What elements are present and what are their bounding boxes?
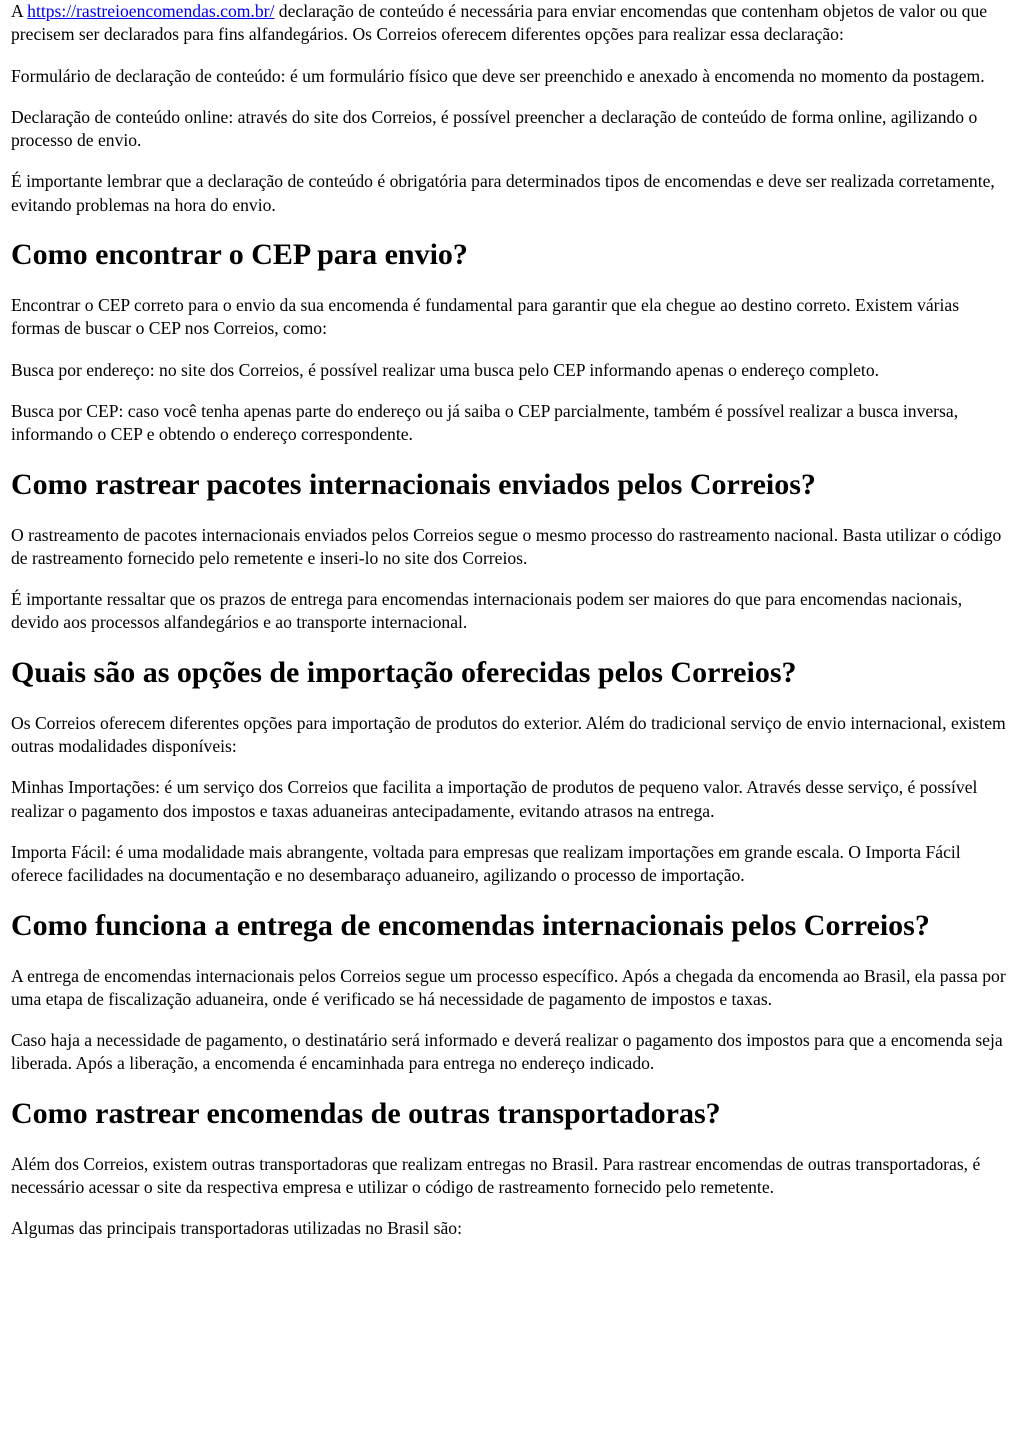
paragraph: Importa Fácil: é uma modalidade mais abrangente, voltada para empresas que realizam importações em grande escala. O Importa Fácil oferece facilidades na documentação e no desembaraço aduaneiro, agilizando o processo de importação. bbox=[11, 841, 961, 886]
section-heading-international-tracking: Como rastrear pacotes internacionais enviados pelos Correios? bbox=[11, 467, 816, 501]
paragraph: O rastreamento de pacotes internacionais enviados pelos Correios segue o mesmo processo do rastreamento nacional. Basta utilizar o código de rastreamento fornecido pelo remetente e inseri-lo no site dos Correios. bbox=[11, 524, 1002, 568]
paragraph: A entrega de encomendas internacionais pelos Correios segue um processo específico. Após a chegada da encomenda ao Brasil, ela passa por uma etapa de fiscalização aduaneira, onde é verificado se há necessidade de pagamento de impostos e taxas. bbox=[11, 965, 1006, 1009]
paragraph: É importante ressaltar que os prazos de entrega para encomendas internacionais podem ser maiores do que para encomendas nacionais, devido aos processos alfandegários e ao transporte internacional. bbox=[11, 589, 963, 633]
intro-prefix: A bbox=[11, 1, 28, 21]
site-link[interactable]: https://rastreioencomendas.com.br/ bbox=[27, 1, 275, 21]
paragraph: Encontrar o CEP correto para o envio da sua encomenda é fundamental para garantir que ela chegue ao destino correto. Existem várias formas de buscar o CEP nos Correios, como: bbox=[11, 295, 960, 339]
section-heading-cep: Como encontrar o CEP para envio? bbox=[11, 238, 468, 272]
paragraph: Declaração de conteúdo online: através do site dos Correios, é possível preencher a declaração de conteúdo de forma online, agilizando o processo de envio. bbox=[11, 106, 978, 151]
intro-paragraph bbox=[11, 0, 1012, 47]
section-heading-international-delivery: Como funciona a entrega de encomendas internacionais pelos Correios? bbox=[11, 908, 930, 942]
section-heading-other-carriers: Como rastrear encomendas de outras transportadoras? bbox=[11, 1096, 721, 1130]
paragraph: Caso haja a necessidade de pagamento, o destinatário será informado e deverá realizar o pagamento dos impostos para que a encomenda seja liberada. Após a liberação, a encomenda é encaminhada para entrega no endereço indicado. bbox=[11, 1030, 1003, 1074]
paragraph: Os Correios oferecem diferentes opções para importação de produtos do exterior. Além do tradicional serviço de envio internacional, existem outras modalidades disponíveis: bbox=[11, 712, 1006, 757]
paragraph: Formulário de declaração de conteúdo: é um formulário físico que deve ser preenchido e anexado à encomenda no momento da postagem. bbox=[11, 65, 985, 86]
paragraph: Busca por CEP: caso você tenha apenas parte do endereço ou já saiba o CEP parcialmente, também é possível realizar a busca inversa, informando o CEP e obtendo o endereço correspondente. bbox=[11, 400, 959, 445]
intro-suffix: declaração de conteúdo é necessária para enviar encomendas que contenham objetos de valor ou que precisem ser declarados para fins alfandegários. Os Correios oferecem diferentes opções para realizar essa declaração: bbox=[11, 1, 988, 45]
paragraph: É importante lembrar que a declaração de conteúdo é obrigatória para determinados tipos de encomendas e deve ser realizada corretamente, evitando problemas na hora do envio. bbox=[11, 171, 995, 215]
paragraph: Algumas das principais transportadoras utilizadas no Brasil são: bbox=[11, 1218, 462, 1239]
paragraph: Minhas Importações: é um serviço dos Correios que facilita a importação de produtos de pequeno valor. Através desse serviço, é possível realizar o pagamento dos impostos e taxas aduaneiras antecipadamente, evitando atrasos na entrega. bbox=[11, 777, 978, 821]
section-heading-import-options: Quais são as opções de importação oferecidas pelos Correios? bbox=[11, 655, 797, 689]
paragraph: Busca por endereço: no site dos Correios, é possível realizar uma busca pelo CEP informando apenas o endereço completo. bbox=[11, 359, 880, 380]
paragraph: Além dos Correios, existem outras transportadoras que realizam entregas no Brasil. Para rastrear encomendas de outras transportadoras, é necessário acessar o site da respectiva empresa e utilizar o código de rastreamento fornecido pelo remetente. bbox=[11, 1153, 981, 1198]
